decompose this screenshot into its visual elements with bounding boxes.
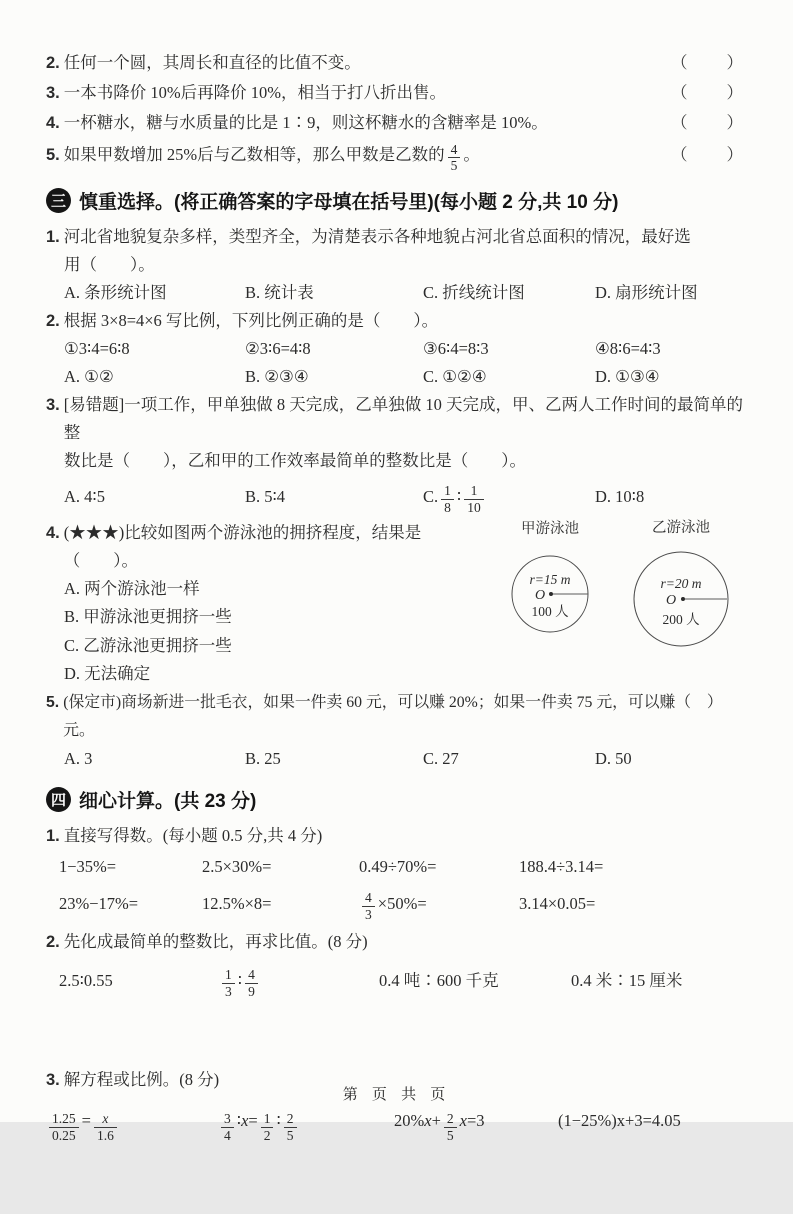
fraction: $\frac{1}{3}$ xyxy=(222,967,235,999)
question-text: 河北省地貌复杂多样，类型齐全，为清楚表示各种地貌占河北省总面积的情况，最好选 xyxy=(63,226,691,246)
question-text: 根据 3×8=4×6 写比例，下列比例正确的是（ ）。 xyxy=(63,310,439,330)
fraction: $\frac{4}{9}$ xyxy=(245,967,258,999)
option-b: B. 甲游泳池更拥挤一些 xyxy=(64,607,232,627)
suboption-4: ④8∶6=4∶3 xyxy=(595,338,661,358)
expression: 3.14×0.05= xyxy=(519,893,596,913)
expression: 2.5×30%= xyxy=(202,856,272,876)
option-d: D. 10∶8 xyxy=(595,486,645,506)
pool-b-label: 乙游泳池 xyxy=(652,519,710,536)
swimming-pools-diagram xyxy=(497,519,743,655)
mc-q2-options xyxy=(46,363,745,391)
pool-a-radius-label: r=15 m xyxy=(529,571,571,587)
equation: (1−25%)x+3=4.05 xyxy=(558,1110,681,1130)
fraction: $\frac{1}{2}$ xyxy=(261,1111,274,1143)
work-area xyxy=(46,1004,745,1062)
expression: $\frac{4}{3}$ ×50%= xyxy=(359,884,519,924)
section-four-icon: 四 xyxy=(46,787,71,812)
calc-problem-2 xyxy=(46,928,745,1004)
option-a: A. 条形统计图 xyxy=(64,282,167,302)
option-c: C. ①②④ xyxy=(423,366,487,386)
question-number: 2. xyxy=(46,311,60,330)
expression: 188.4÷3.14= xyxy=(519,856,604,876)
option-d: D. 50 xyxy=(595,748,632,768)
fraction: $\frac{x}{1.6}$ xyxy=(94,1111,117,1143)
equation: $\frac{1.25}{0.25}$ = $\frac{x}{1.6}$ xyxy=(46,1096,218,1146)
option-b: B. 统计表 xyxy=(245,282,314,302)
tf-item-4 xyxy=(46,108,745,138)
mc-q5-options xyxy=(46,745,745,773)
work-area xyxy=(46,1146,745,1214)
expression: 0.4 吨∶600 千克 xyxy=(379,970,499,990)
calc1-title: 直接写得数。(每小题 0.5 分,共 4 分) xyxy=(63,825,323,845)
pool-a-capacity: 100 人 xyxy=(531,603,569,619)
mc-question-3 xyxy=(46,391,745,519)
calc3-title: 解方程或比例。(8 分) xyxy=(63,1069,220,1089)
equation: 20%x+ $\frac{2}{5}$ x=3 xyxy=(394,1110,485,1143)
option-d: D. 扇形统计图 xyxy=(595,282,698,302)
fraction: $\frac{4}{3}$ xyxy=(362,890,375,922)
mc-question-5 xyxy=(46,689,745,773)
fraction: $\frac{2}{5}$ xyxy=(444,1111,457,1143)
pool-b-figure xyxy=(619,519,743,655)
pool-a-center-label: O xyxy=(534,587,546,603)
mc-q1-options xyxy=(46,279,745,307)
suboption-1: ①3∶4=6∶8 xyxy=(64,338,130,358)
expression: $\frac{1}{3}$ ∶ $\frac{4}{9}$ xyxy=(219,958,379,1004)
question-number: 1. xyxy=(46,227,60,246)
section-three-icon: 三 xyxy=(46,188,71,213)
pool-b-radius-label: r=20 m xyxy=(660,575,702,591)
answer-paren: （ ） xyxy=(671,83,745,102)
question-text: 任何一个圆，其周长和直径的比值不变。 xyxy=(63,53,361,72)
calc-problem-1 xyxy=(46,822,745,924)
option-a: A. 3 xyxy=(64,748,93,768)
question-number: 3. xyxy=(46,395,60,414)
calc1-row2 xyxy=(46,884,745,924)
section-four-title: 细心计算。(共 23 分) xyxy=(79,790,257,812)
mc-q2-suboptions xyxy=(46,335,745,363)
option-a: A. ①② xyxy=(64,366,114,386)
option-a: A. 4∶5 xyxy=(64,486,105,506)
question-text: 一本书降价 10%后再降价 10%，相当于打八折出售。 xyxy=(63,83,447,102)
answer-paren: （ ） xyxy=(671,113,745,132)
pool-b-capacity: 200 人 xyxy=(662,611,700,627)
expression: 23%−17%= xyxy=(59,893,139,913)
question-number: 3. xyxy=(46,84,60,102)
expression: 12.5%×8= xyxy=(202,893,272,913)
pool-b-center-label: O xyxy=(665,592,677,608)
question-number: 5. xyxy=(46,693,60,711)
question-number: 1. xyxy=(46,826,60,845)
pool-b-center-dot xyxy=(681,597,685,601)
answer-paren: （ ） xyxy=(671,53,745,72)
question-number: 2. xyxy=(46,54,60,72)
option-d: D. 无法确定 xyxy=(64,664,151,684)
calc-problem-3 xyxy=(46,1066,745,1146)
equation: $\frac{3}{4}$ ∶x= $\frac{1}{2}$ ∶ $\frac{2}{5}$ xyxy=(218,1096,394,1146)
option-b: B. 5∶4 xyxy=(245,486,286,506)
answer-paren: （ ） xyxy=(671,145,745,164)
tf-item-3 xyxy=(46,78,745,108)
option-a: A. 两个游泳池一样 xyxy=(64,578,200,598)
fraction: $\frac{4}{5}$ xyxy=(448,142,461,174)
true-false-section xyxy=(46,48,745,174)
question-text: (★★★)比较如图两个游泳池的拥挤程度，结果是（ ）。 xyxy=(63,522,422,570)
fraction: $\frac{1.25}{0.25}$ xyxy=(49,1111,79,1143)
suboption-3: ③6∶4=8∶3 xyxy=(423,338,489,358)
question-number: 4. xyxy=(46,523,60,542)
tf-item-2 xyxy=(46,48,745,78)
calc2-row xyxy=(46,958,745,1004)
option-c: C. 折线统计图 xyxy=(423,282,525,302)
mc-question-1 xyxy=(46,223,745,307)
option-c: C. 乙游泳池更拥挤一些 xyxy=(64,635,232,655)
expression: 2.5∶0.55 xyxy=(59,970,113,990)
fraction: $\frac{1}{10}$ xyxy=(464,483,484,515)
pool-a-figure xyxy=(497,519,603,645)
mc-question-4 xyxy=(46,519,745,689)
option-d: D. ①③④ xyxy=(595,366,660,386)
expression: 0.49÷70%= xyxy=(359,856,437,876)
question-number: 5. xyxy=(46,146,60,164)
option-b: B. 25 xyxy=(245,748,281,768)
calc1-row1 xyxy=(46,852,745,882)
section-three-title: 慎重选择。(将正确答案的字母填在括号里)(每小题 2 分,共 10 分) xyxy=(79,191,619,213)
question-text: 如果甲数增加 25%后与乙数相等，那么甲数是乙数的 $\frac{4}{5}$ 。 xyxy=(63,141,480,174)
page-footer: 第 页 共 页 xyxy=(342,1086,451,1103)
fraction: $\frac{3}{4}$ xyxy=(221,1111,234,1143)
section-three-header xyxy=(46,187,745,214)
pool-a-center-dot xyxy=(549,592,553,596)
expression: 0.4 米∶15 厘米 xyxy=(571,970,683,990)
mc-question-2 xyxy=(46,307,745,391)
pool-a-label: 甲游泳池 xyxy=(521,520,579,537)
fraction: $\frac{1}{8}$ xyxy=(441,483,454,515)
question-text: (保定市)商场新进一批毛衣，如果一件卖 60 元，可以赚 20%；如果一件卖 75 元，可以赚（ ）元。 xyxy=(63,693,723,739)
question-text-cont: 用（ ）。 xyxy=(64,254,155,274)
section-four-header xyxy=(46,786,745,813)
option-c: C. 27 xyxy=(423,748,459,768)
question-text: 一杯糖水，糖与水质量的比是 1∶9，则这杯糖水的含糖率是 10%。 xyxy=(63,113,548,132)
question-text: [易错题]一项工作，甲单独做 8 天完成，乙单独做 10 天完成，甲、乙两人工作时间的最简单的整 xyxy=(63,394,744,442)
fraction: $\frac{2}{5}$ xyxy=(284,1111,297,1143)
calc2-title: 先化成最简单的整数比，再求比值。(8 分) xyxy=(63,931,368,951)
question-number: 4. xyxy=(46,114,60,132)
suboption-2: ②3∶6=4∶8 xyxy=(245,338,311,358)
question-number: 2. xyxy=(46,932,60,951)
question-text-cont: 数比是（ ），乙和甲的工作效率最简单的整数比是（ ）。 xyxy=(64,450,526,470)
question-number: 3. xyxy=(46,1070,60,1089)
mc-q3-options xyxy=(46,475,745,519)
expression: 1−35%= xyxy=(59,856,117,876)
mc-q4-options xyxy=(46,575,486,689)
option-b: B. ②③④ xyxy=(245,366,309,386)
tf-item-5 xyxy=(46,140,745,174)
option-c: C. $\frac{1}{8}$ ∶ $\frac{1}{10}$ xyxy=(423,475,595,519)
